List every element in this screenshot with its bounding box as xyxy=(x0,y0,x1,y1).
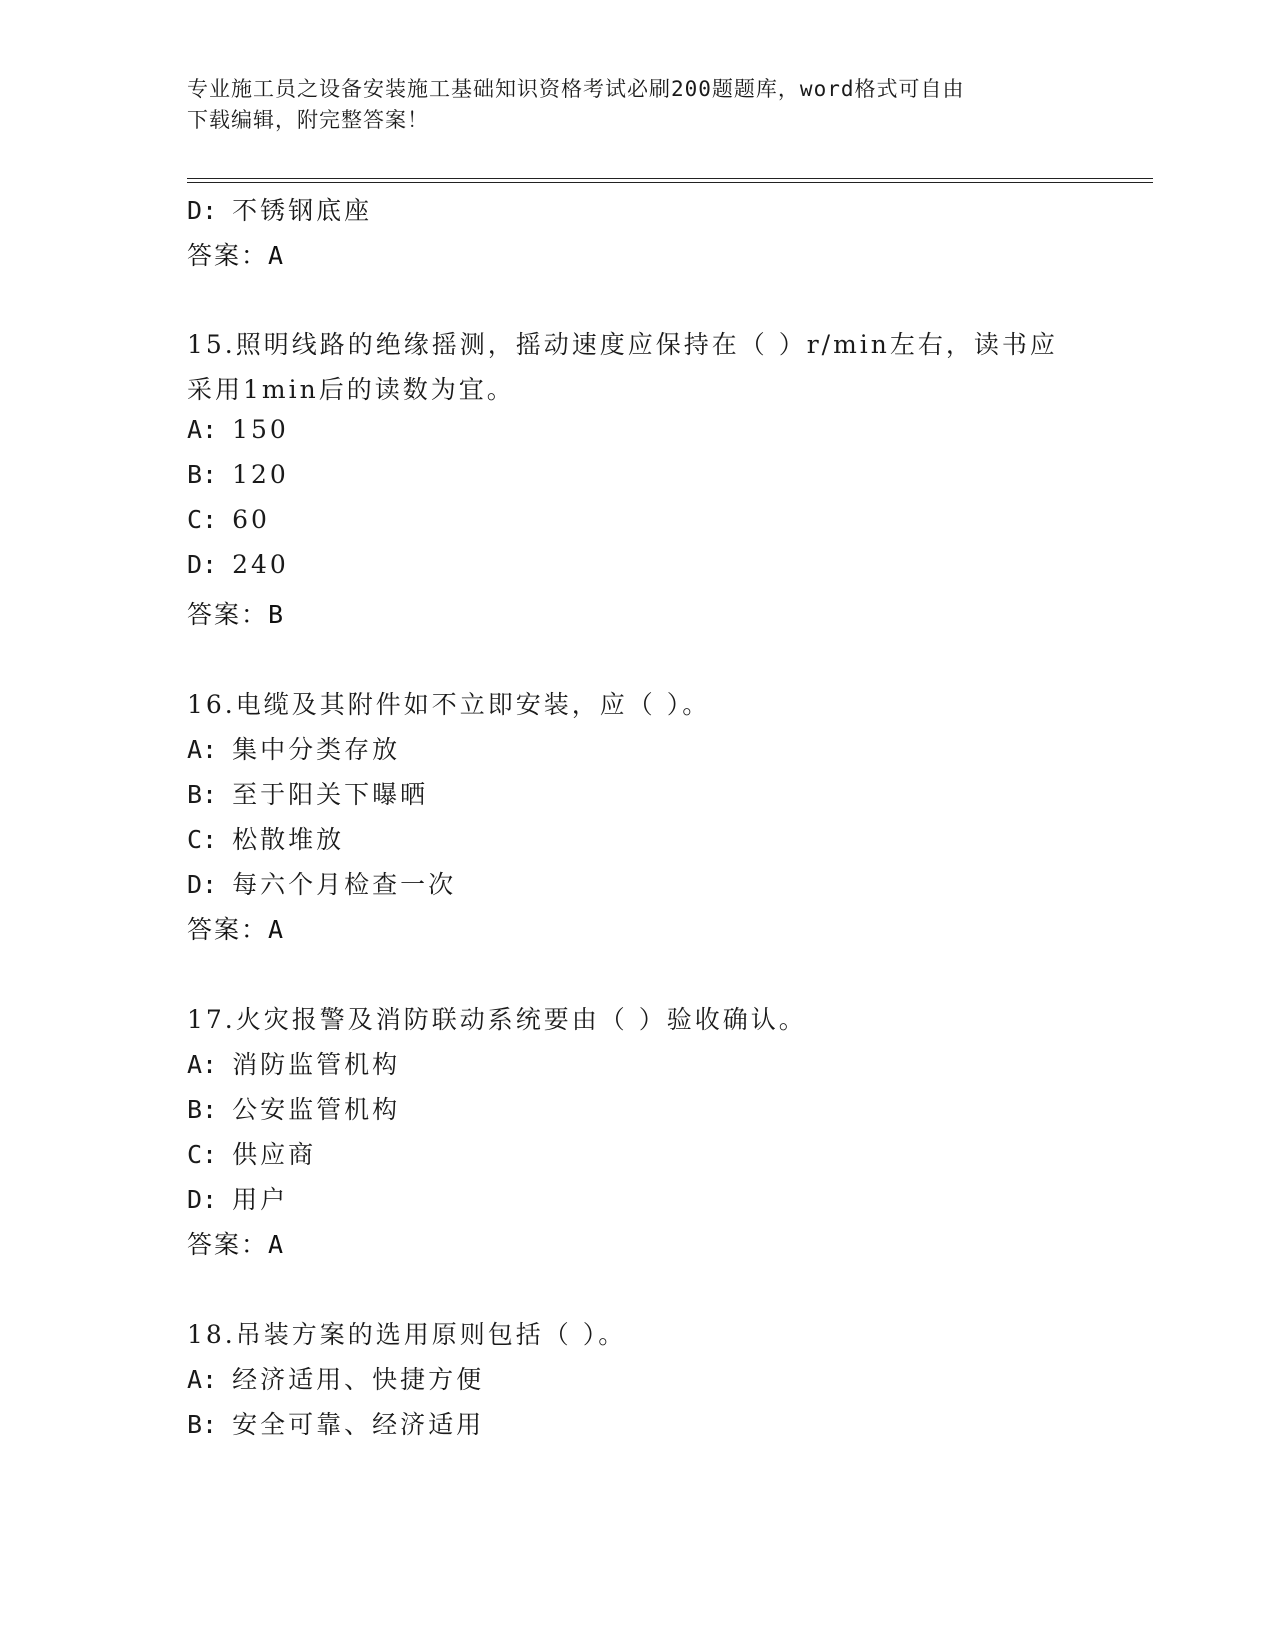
option-label: B: xyxy=(187,780,218,809)
option-label: C: xyxy=(187,825,218,854)
option-text: 经济适用、快捷方便 xyxy=(232,1365,485,1394)
q15-option-c xyxy=(187,505,270,534)
option-label: D: xyxy=(187,870,218,899)
q16-option-b xyxy=(187,775,428,811)
q16-stem-line-1: 16.电缆及其附件如不立即安装，应（ ）。 xyxy=(187,690,711,719)
q15-option-a xyxy=(187,415,289,444)
answer-label: 答案： xyxy=(187,241,269,270)
answer-value: A xyxy=(268,1230,284,1259)
q17-stem-line-1: 17.火灾报警及消防联动系统要由（ ）验收确认。 xyxy=(187,1005,807,1034)
q15-stem-line-2: 采用1min后的读数为宜。 xyxy=(187,375,515,404)
option-text: 不锈钢底座 xyxy=(232,196,373,225)
header-divider-bottom xyxy=(187,182,1153,183)
answer-value: B xyxy=(268,600,284,629)
option-text: 120 xyxy=(232,460,289,489)
q18-option-a xyxy=(187,1360,484,1396)
option-text: 消防监管机构 xyxy=(232,1050,401,1079)
q15-option-d xyxy=(187,550,289,579)
option-text: 每六个月检查一次 xyxy=(232,870,457,899)
option-text: 240 xyxy=(232,550,289,579)
option-text: 150 xyxy=(232,415,289,444)
option-label: A: xyxy=(187,735,218,764)
option-label: C: xyxy=(187,1140,218,1169)
q18-stem-line-1: 18.吊装方案的选用原则包括（ ）。 xyxy=(187,1320,627,1349)
q17-option-d xyxy=(187,1180,288,1216)
q16-option-a xyxy=(187,730,400,766)
q18-option-b xyxy=(187,1405,484,1441)
document-header xyxy=(187,74,1087,136)
option-text: 安全可靠、经济适用 xyxy=(232,1410,485,1439)
q17-option-b xyxy=(187,1090,400,1126)
q15-option-b xyxy=(187,460,289,489)
option-label: D: xyxy=(187,196,218,225)
option-text: 松散堆放 xyxy=(232,825,345,854)
option-text: 60 xyxy=(232,505,270,534)
q16-answer xyxy=(187,910,283,946)
header-divider-top xyxy=(187,178,1153,179)
q15-answer xyxy=(187,595,283,631)
q17-option-c xyxy=(187,1135,316,1171)
option-text: 用户 xyxy=(232,1185,289,1214)
answer-label: 答案： xyxy=(187,915,269,944)
answer-label: 答案： xyxy=(187,600,269,629)
answer-value: A xyxy=(268,241,284,270)
q15-stem-line-1: 15.照明线路的绝缘摇测，摇动速度应保持在（ ）r/min左右，读书应 xyxy=(187,330,1058,359)
answer-value: A xyxy=(268,915,284,944)
option-label: A: xyxy=(187,1050,218,1079)
answer-label: 答案： xyxy=(187,1230,269,1259)
option-text: 供应商 xyxy=(232,1140,317,1169)
option-label: A: xyxy=(187,415,218,444)
option-label: B: xyxy=(187,1410,218,1439)
prev-answer xyxy=(187,236,283,272)
q16-option-d xyxy=(187,865,456,901)
header-line-1: 专业施工员之设备安装施工基础知识资格考试必刷200题题库，word格式可自由 xyxy=(187,77,965,101)
option-label: B: xyxy=(187,1095,218,1124)
option-text: 公安监管机构 xyxy=(232,1095,401,1124)
q17-answer xyxy=(187,1225,283,1261)
option-label: A: xyxy=(187,1365,218,1394)
option-text: 至于阳关下曝晒 xyxy=(232,780,429,809)
option-label: D: xyxy=(187,1185,218,1214)
q16-option-c xyxy=(187,820,344,856)
header-line-2: 下载编辑，附完整答案！ xyxy=(187,108,429,132)
option-label: D: xyxy=(187,550,218,579)
option-text: 集中分类存放 xyxy=(232,735,401,764)
option-label: C: xyxy=(187,505,218,534)
q17-option-a xyxy=(187,1045,400,1081)
prev-option-d xyxy=(187,191,372,227)
option-label: B: xyxy=(187,460,218,489)
